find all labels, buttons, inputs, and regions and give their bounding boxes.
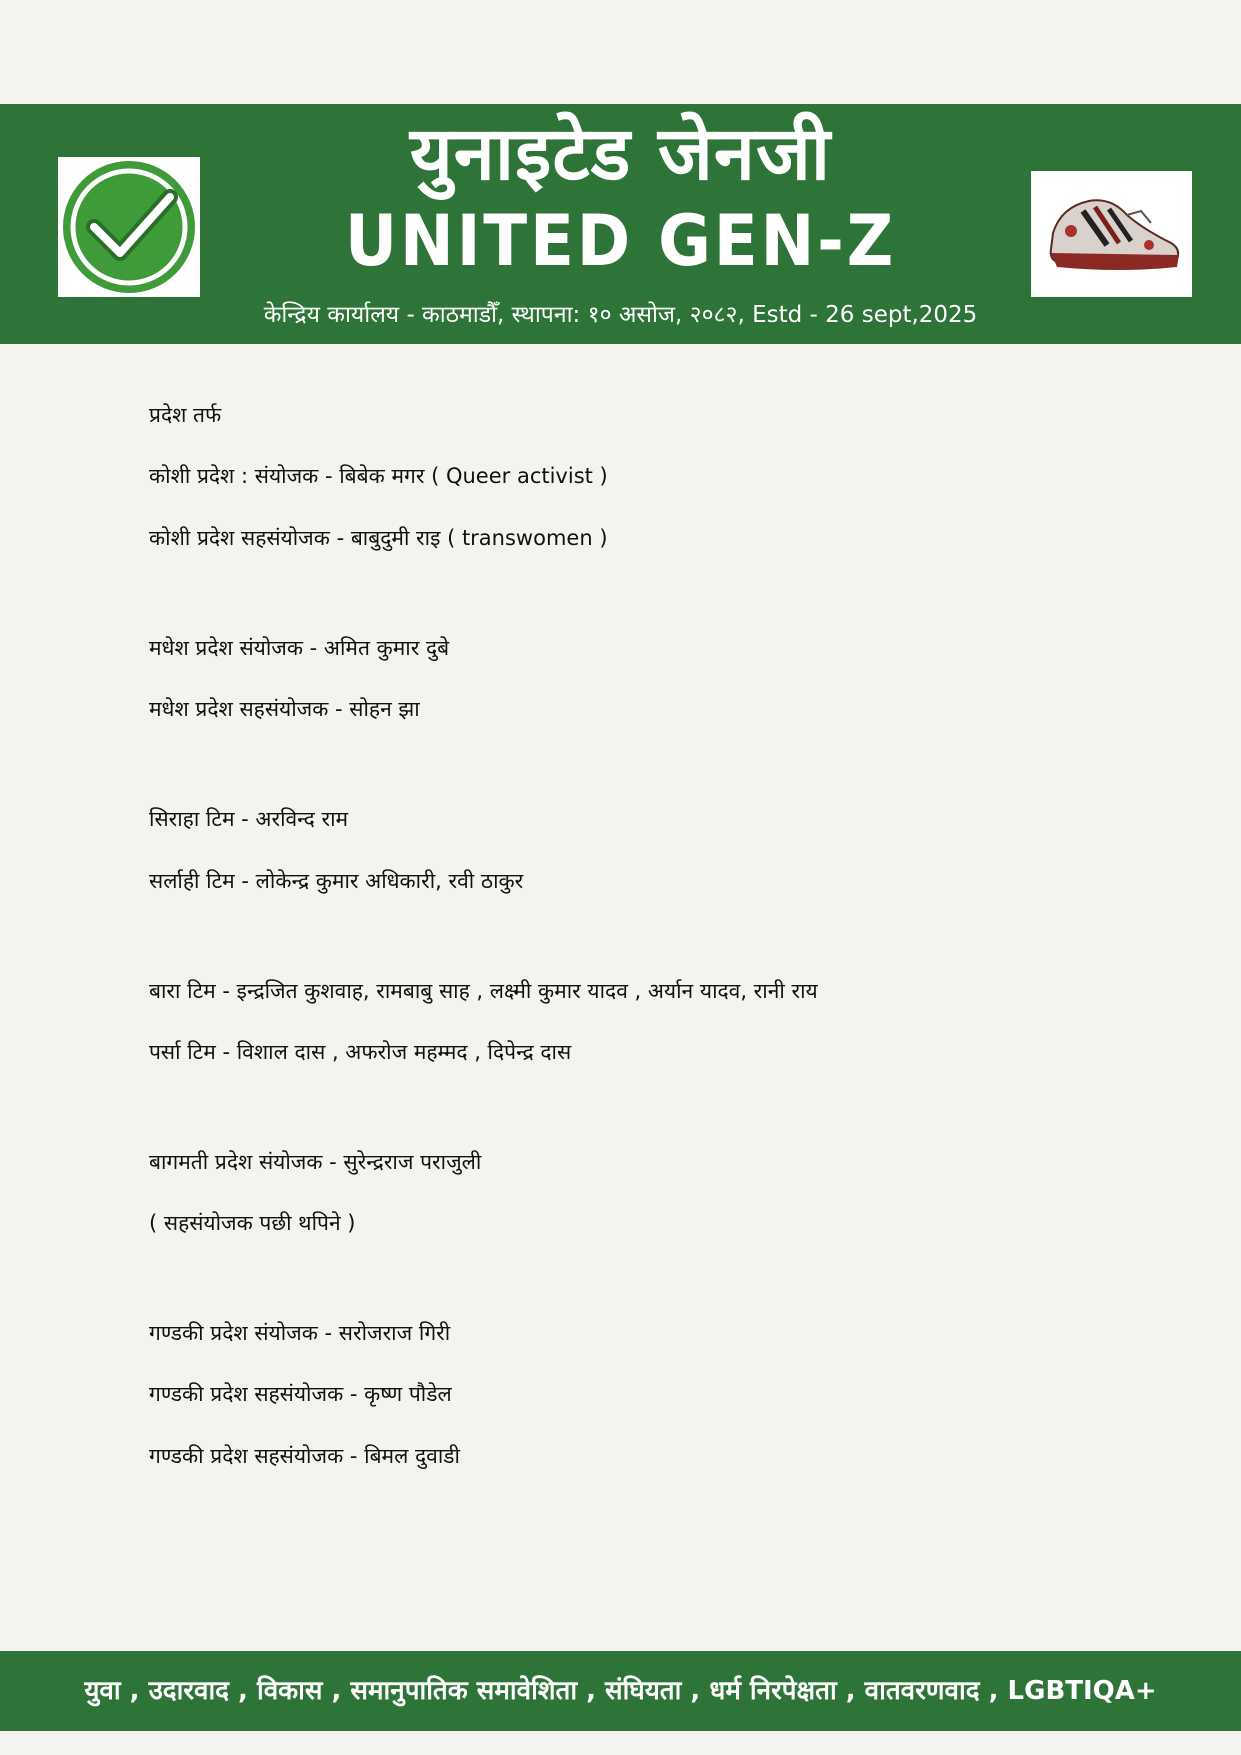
list-item: सर्लाही टिम - लोकेन्द्र कुमार अधिकारी, रवी ठाकुर: [149, 869, 524, 893]
list-item: ( सहसंयोजक पछी थपिने ): [149, 1211, 356, 1235]
footer-banner: [0, 1651, 1241, 1731]
list-item: सिराहा टिम - अरविन्द राम: [149, 807, 349, 831]
list-item: कोशी प्रदेश सहसंयोजक - बाबुदुमी राइ ( transwomen ): [149, 526, 608, 550]
office-subtitle: केन्द्रिय कार्यालय - काठमाडौँ, स्थापना: १० असोज, २०८२, Estd - 26 sept,2025: [263, 302, 978, 328]
list-item: कोशी प्रदेश : संयोजक - बिबेक मगर ( Queer activist ): [149, 464, 608, 488]
footer-values: युवा , उदारवाद , विकास , समानुपातिक समावेशिता , संघियता , धर्म निरपेक्षता , वातवरणवाद , LGBTIQA+: [84, 1676, 1157, 1706]
list-item: गण्डकी प्रदेश संयोजक - सरोजराज गिरी: [149, 1321, 451, 1345]
list-item: पर्सा टिम - विशाल दास , अफरोज महम्मद , दिपेन्द्र दास: [149, 1040, 572, 1064]
sneaker-image: [1031, 171, 1192, 297]
list-item: गण्डकी प्रदेश सहसंयोजक - बिमल दुवाडी: [149, 1444, 460, 1468]
list-item: बारा टिम - इन्द्रजित कुशवाह, रामबाबु साह , लक्ष्मी कुमार यादव , अर्यान यादव, रानी राय: [149, 979, 818, 1003]
list-item: बागमती प्रदेश संयोजक - सुरेन्द्रराज पराजुली: [149, 1150, 482, 1174]
letterhead-banner: [0, 104, 1241, 344]
title-english: UNITED GEN-Z: [344, 200, 897, 282]
list-item: मधेश प्रदेश सहसंयोजक - सोहन झा: [149, 697, 420, 721]
section-heading: प्रदेश तर्फ: [149, 403, 222, 427]
list-item: गण्डकी प्रदेश सहसंयोजक - कृष्ण पौडेल: [149, 1382, 452, 1406]
title-nepali: युनाइटेड जेनजी: [409, 111, 832, 197]
list-item: मधेश प्रदेश संयोजक - अमित कुमार दुबे: [149, 636, 450, 660]
